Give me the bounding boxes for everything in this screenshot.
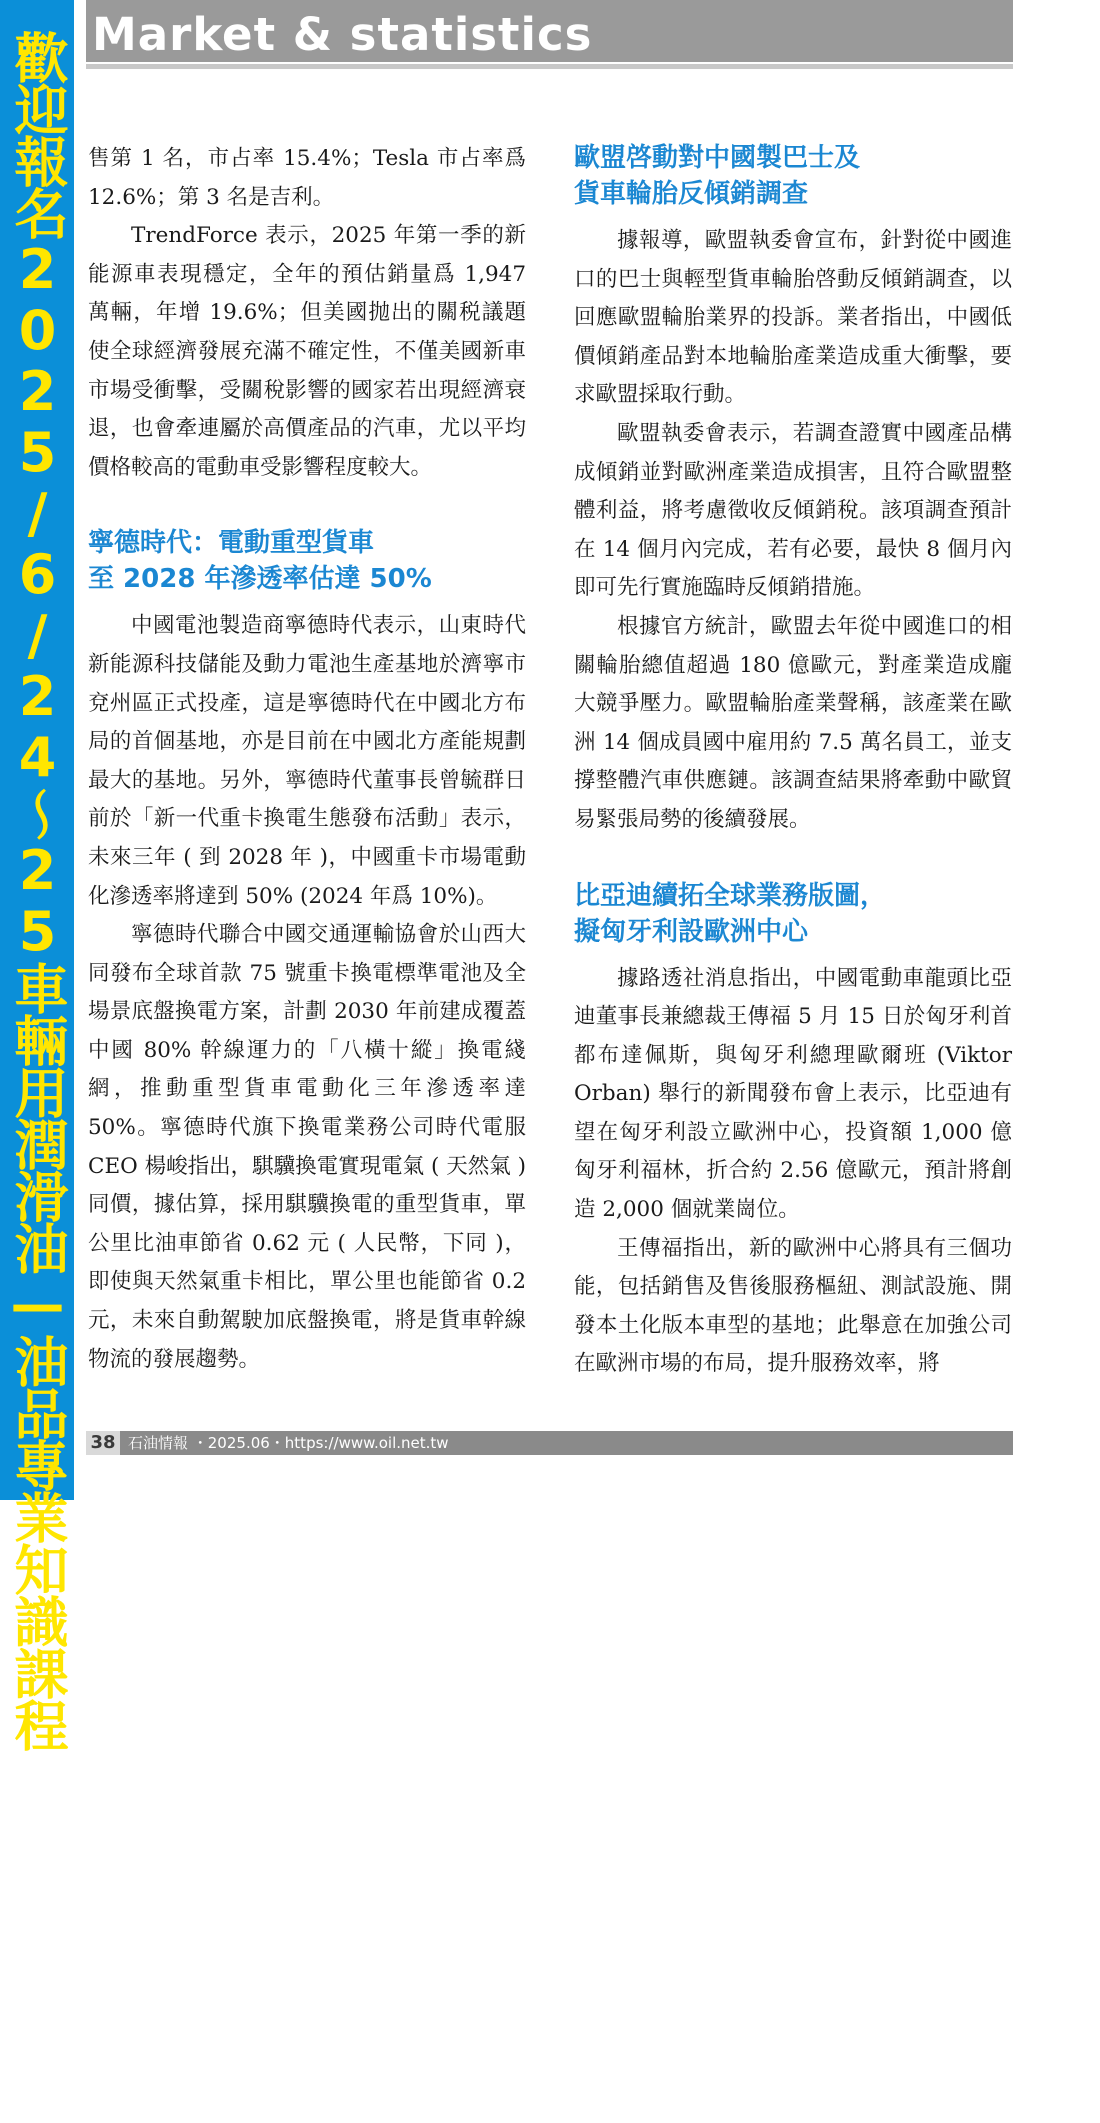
left-paragraph-4: 寧德時代聯合中國交通運輸協會於山西大同發布全球首款 75 號重卡換電標準電池及全場景底盤換電方案，計劃 2030 年前建成覆蓋中國 80% 幹線運力的「八橫十縱」換電綫網，推動重型貨車電動化三年滲透率達 50%。寧德時代旗下換電業務公司時代電服 CEO 楊峻指出，騏驥換電實現電氣 ( 天然氣 ) 同價，據估算，採用騏驥換電的重型貨車，單公里比油車節省 0.62 元 ( 人民幣，下同 )，即使與天然氣重卡相比，單公里也能節省 0.2 元，未來自動駕駛加底盤換電，將是貨車幹線物流的發展趨勢。 xyxy=(88,922,526,1372)
right-paragraph-4: 據路透社消息指出，中國電動車龍頭比亞迪董事長兼總裁王傳福 5 月 15 日於匈牙利首都布達佩斯，與匈牙利總理歐爾班 (Viktor Orban) 舉行的新聞發布會上表示，比亞迪有望在匈牙利設立歐洲中心，投資額 1,000 億匈牙利福林，折合約 2.56 億歐元，預計將創造 2,000 個就業崗位。 xyxy=(574,965,1012,1223)
left-paragraph-1: 售第 1 名，市占率 15.4%；Tesla 市占率爲 12.6%；第 3 名是吉利。 xyxy=(88,146,526,210)
left-column xyxy=(88,140,526,1379)
side-banner-text xyxy=(0,30,74,2123)
headline-catl-line-2: 至 2028 年滲透率估達 50% xyxy=(88,564,432,595)
right-paragraph-5: 王傳福指出，新的歐洲中心將具有三個功能，包括銷售及售後服務樞紐、測試設施、開發本土化版本車型的基地；此舉意在加強公司在歐洲市場的布局，提升服務效率，將 xyxy=(574,1235,1012,1377)
side-banner xyxy=(0,0,74,2123)
left-paragraph-2: TrendForce 表示，2025 年第一季的新能源車表現穩定，全年的預估銷量爲 1,947 萬輛，年增 19.6%；但美國抛出的關税議題使全球經濟發展充滿不確定性，不僅美國新車市場受衝擊，受關稅影響的國家若出現經濟衰退，也會牽連屬於高價產品的汽車，尤以平均價格較高的電動車受影響程度較大。 xyxy=(88,223,526,480)
right-paragraph-1: 據報導，歐盟執委會宣布，針對從中國進口的巴士與輕型貨車輪胎啓動反傾銷調查，以回應歐盟輪胎業界的投訴。業者指出，中國低價傾銷產品對本地輪胎產業造成重大衝擊，要求歐盟採取行動。 xyxy=(574,228,1012,408)
headline-catl-line-1: 寧德時代：電動重型貨車 xyxy=(88,528,375,559)
section-title: Market & statistics xyxy=(92,8,593,61)
page-number: 38 xyxy=(86,1431,120,1455)
side-banner-event-text: 歡迎報名2025/6/24～25車輛用潤滑油—油品專業知識課程 xyxy=(6,30,69,1750)
headline-eu-tires xyxy=(574,140,1012,212)
headline-byd-line-2: 擬匈牙利設歐洲中心 xyxy=(574,916,809,947)
headline-eu-tires-line-1: 歐盟啓動對中國製巴士及 xyxy=(574,143,861,173)
right-paragraph-3: 根據官方統計，歐盟去年從中國進口的相關輪胎總值超過 180 億歐元，對產業造成龐大競爭壓力。歐盟輪胎產業聲稱，該產業在歐洲 14 個成員國中雇用約 7.5 萬名員工，並支撐整體汽車供應鏈。該調查結果將牽動中歐貿易緊張局勢的後續發展。 xyxy=(574,613,1012,832)
left-paragraph-3: 中國電池製造商寧德時代表示，山東時代新能源科技儲能及動力電池生產基地於濟寧市兗州區正式投產，這是寧德時代在中國北方布局的首個基地，亦是目前在中國北方產能規劃最大的基地。另外，寧德時代董事長曾毓群日前於「新一代重卡換電生態發布活動」表示，未來三年 ( 到 2028 年 )，中國重卡市場電動化滲透率將達到 50% (2024 年爲 10%)。 xyxy=(88,613,526,909)
side-banner-page-reference: （詳見第7頁） xyxy=(6,1750,69,2123)
footer-publication-info: 石油情報 ・2025.06・https://www.oil.net.tw xyxy=(128,1434,449,1452)
headline-eu-tires-line-2: 貨車輪胎反傾銷調查 xyxy=(574,179,809,209)
right-column xyxy=(574,140,1012,1384)
headline-catl xyxy=(88,525,526,597)
headline-byd xyxy=(574,878,1012,950)
header-divider xyxy=(86,64,1013,69)
headline-byd-line-1: 比亞迪續拓全球業務版圖， xyxy=(574,880,887,911)
right-paragraph-2: 歐盟執委會表示，若調查證實中國產品構成傾銷並對歐洲產業造成損害，且符合歐盟整體利益，將考慮徵收反傾銷稅。該項調查預計在 14 個月內完成，若有必要，最快 8 個月內即可先行實施臨時反傾銷措施。 xyxy=(574,420,1012,601)
